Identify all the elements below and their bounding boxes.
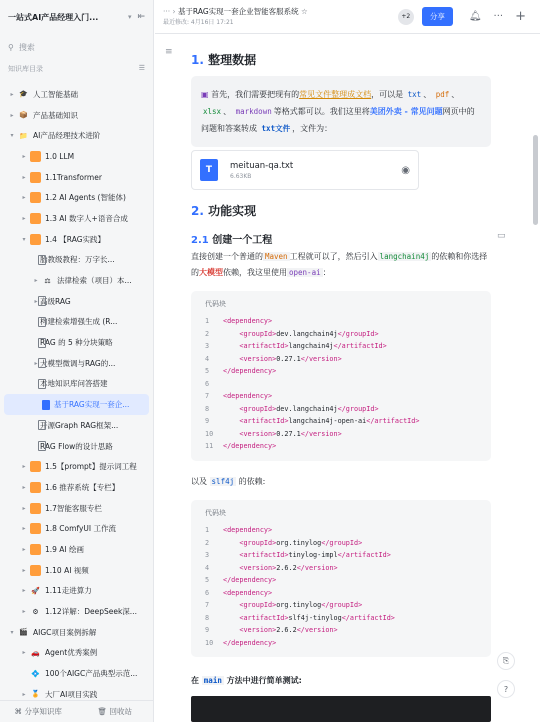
emoji-icon: 🏅 [31,690,40,699]
sidebar-item[interactable] [0,456,153,477]
code-line: 1 <dependency> [205,317,273,325]
sidebar-item-label: 本地知识库问答搭建 [40,379,108,389]
doc-icon [38,255,46,265]
expand-arrow-icon[interactable]: ▸ [22,587,26,595]
sidebar-item[interactable] [0,622,153,643]
expand-arrow-icon[interactable]: ▸ [22,194,26,202]
sidebar-item[interactable] [0,229,153,250]
folder-icon [30,192,41,203]
paragraph-slf4j: 以及 slf4j 的依赖: [191,477,266,486]
save-icon: ▣ [201,90,209,99]
expand-arrow-icon[interactable]: ▸ [10,111,14,119]
folder-icon [30,234,41,245]
doc-content [155,35,540,722]
expand-arrow-icon[interactable]: ▾ [10,628,14,636]
sidebar-item-label: 构建检索增强生成 (R... [40,317,118,327]
expand-arrow-icon[interactable]: ▸ [22,608,26,616]
code-line: 6 <dependency> [205,588,273,597]
folder-icon [30,482,41,493]
share-button[interactable]: 分享 [422,7,453,26]
doc-icon [38,338,46,348]
sidebar-item-label: RAG 的 5 种分块策略 [40,338,113,348]
copy-link-icon[interactable]: ⎘ [497,652,515,670]
last-modified: 最近修改: 4月16日 17:21 [163,18,234,26]
sidebar-item-label: AIGC项目案例拆解 [33,627,97,637]
paragraph-main-test: 在 main 方法中进行简单测试: [191,676,302,685]
heading-organize-data: 1. 整理数据 [191,53,257,67]
folder-icon [30,461,41,472]
sidebar-item[interactable] [0,270,153,291]
doc-icon [42,400,50,410]
folder-icon [30,503,41,514]
bell-icon[interactable]: 🔔︎ [468,11,482,22]
doc-icon [38,420,46,430]
sidebar-item-label: 1.10 AI 视频 [45,565,89,575]
expand-arrow-icon[interactable]: ▸ [10,90,14,98]
share-knowledge-base-button[interactable]: ⌘ 分享知识库 [14,707,62,716]
paragraph-create-project: 直接创建一个普通的 Maven 工程就可以了，然后引入 langchain4j 的依赖和你选择的大模型依赖，我这里使用 open-ai ： [191,252,488,277]
sidebar-item[interactable] [0,167,153,188]
comment-icon[interactable]: ▭ [497,231,506,241]
code-line: 8 <artifactId>slf4j-tinylog</artifactId> [205,613,395,622]
sidebar-item[interactable] [4,394,149,415]
expand-arrow-icon[interactable]: ▸ [22,463,26,471]
folder-icon [30,565,41,576]
scrollbar[interactable] [533,135,538,225]
folder-icon [30,172,41,183]
sidebar-item-label: 法律检索（项目）本... [57,276,132,286]
code-line: 2 <groupId>org.tinylog</groupId> [205,538,363,547]
emoji-icon: 📁 [19,131,28,140]
expand-arrow-icon[interactable]: ▾ [22,235,26,243]
sidebar-item[interactable] [0,663,153,684]
sidebar-item-label: RAG Flow的设计思路 [40,441,113,451]
doc-icon [38,296,46,306]
doc-breadcrumb-title[interactable]: 基于RAG实现一套企业智能客服系统 [177,6,299,16]
sidebar-item[interactable] [0,436,153,457]
emoji-icon: 📦 [19,111,28,120]
sidebar-item[interactable] [0,581,153,602]
sidebar-item-label: 大模型微调与RAG的... [40,358,116,368]
sidebar-item-label: 1.2 AI Agents (智能体) [45,193,126,203]
expand-arrow-icon[interactable]: ▸ [22,545,26,553]
sidebar-item-label: 1.11走进算力 [45,586,92,596]
add-icon[interactable]: + [515,9,526,24]
sidebar-item[interactable] [0,84,153,105]
sidebar-item-label: 1.8 ComfyUI 工作流 [45,524,116,534]
folder-icon [30,523,41,534]
sidebar-header [0,0,153,34]
folder-icon [30,544,41,555]
sidebar-item-label: 1.7智能客服专栏 [45,503,102,513]
expand-arrow-icon[interactable]: ▸ [22,525,26,533]
emoji-icon: 🎬 [19,628,28,637]
expand-arrow-icon[interactable]: ▸ [34,297,38,305]
sidebar-item-label: AI产品经理技术进阶 [33,131,101,141]
outline-icon[interactable]: ≡ [165,47,173,57]
topbar [155,0,540,34]
doc-tree [0,84,153,705]
sidebar-item[interactable] [0,415,153,436]
sidebar-item[interactable] [0,250,153,271]
sidebar-item-label: 1.12详解：DeepSeek深... [45,607,137,617]
expand-arrow-icon[interactable]: ▸ [22,173,26,181]
folder-icon [30,151,41,162]
expand-arrow-icon[interactable]: ▸ [22,152,26,160]
sidebar-item[interactable] [0,332,153,353]
code-line: 10 <version>0.27.1</version> [205,429,342,438]
sidebar-item[interactable] [0,601,153,622]
sidebar-item[interactable] [0,374,153,395]
sidebar-footer [0,700,153,722]
sidebar-item[interactable] [0,498,153,519]
code-line: 10 </dependency> [205,638,277,647]
collapse-sidebar-icon[interactable]: ⇤ [137,12,145,22]
tree-options-icon[interactable]: ☰ [138,64,145,72]
emoji-icon: ⚖ [44,276,51,285]
preview-eye-icon[interactable]: ◉ [401,164,410,176]
sidebar-item-label: 1.1Transformer [45,172,102,182]
trash-button[interactable]: 🗑 回收站 [97,707,132,716]
code-line: 1 <dependency> [205,526,273,534]
sidebar-item-label: 大厂AI项目实践 [45,689,98,699]
breadcrumb: ··· › 基于RAG实现一套企业智能客服系统 ☆ 最近修改: 4月16日 17:21 [163,6,398,28]
code-block-langchain[interactable]: 代码块 1 <dependency> 2 <groupId>dev.langchain4j</groupId> 3 <artifactId>langchain4j</artifactId> 4 <version>0.27.1</version> 5 </dependency> 6 7 <dependency> 8 <groupId>dev.langchain4j</groupId> 9 <artifactId>langchain4j-open-ai</artifactId> 10 <version>0.27.1</version> 11 </dependency> [191,291,491,461]
sidebar-item-label: 人工智能基础 [33,89,78,99]
code-line: 2 <groupId>dev.langchain4j</groupId> [205,329,379,338]
expand-arrow-icon[interactable]: ▸ [22,649,26,657]
sidebar-item[interactable] [0,105,153,126]
emoji-icon: 💠 [31,669,40,678]
code-line: 3 <artifactId>langchain4j</artifactId> [205,342,387,350]
expand-arrow-icon[interactable]: ▸ [22,214,26,222]
sidebar-item[interactable] [0,539,153,560]
more-options-icon[interactable]: ··· [493,11,504,22]
sidebar-item-label: 高级RAG [40,296,71,306]
sidebar-item-label: 1.4 【RAG实践】 [45,234,106,244]
star-icon[interactable]: ☆ [301,6,308,16]
emoji-icon: 🚀 [31,586,40,595]
code-line: 6 [205,379,210,388]
code-line: 7 <groupId>org.tinylog</groupId> [205,601,363,609]
expand-arrow-icon[interactable]: ▸ [22,504,26,512]
help-icon[interactable]: ? [497,680,515,698]
heading-create-project: 2.1 创建一个工程 [191,235,273,246]
sidebar-item[interactable] [0,146,153,167]
doc-icon [38,358,46,368]
code-line: 4 <version>2.6.2</version> [205,563,338,572]
heading-feature-impl: 2. 功能实现 [191,204,257,218]
sidebar-item-label: 基于RAG实现一套企... [54,400,130,410]
sidebar-item[interactable] [0,187,153,208]
doc-link[interactable]: 常见文件整理成文档 [299,90,372,99]
sidebar-item[interactable] [0,125,153,146]
code-line: 3 <artifactId>tinylog-impl</artifactId> [205,551,391,559]
code-line: 11 </dependency> [205,442,277,450]
search-input[interactable]: ⚲ 搜索 [8,42,35,52]
sidebar-item-label: 1.6 推荐系统【专栏】 [45,482,120,492]
sidebar-item-label: 1.5【prompt】提示词工程 [45,462,137,472]
sidebar-item[interactable] [0,518,153,539]
expand-arrow-icon[interactable]: ▸ [34,359,38,367]
sidebar-item[interactable] [0,291,153,312]
code-line: 5 </dependency> [205,576,277,584]
txt-file-icon: T [200,159,218,181]
sidebar-item[interactable] [0,312,153,333]
expand-arrow-icon[interactable]: ▾ [10,132,14,140]
doc-icon [38,441,46,451]
sidebar-item-label: 胎教级教程：万字长... [40,255,115,265]
more-icon[interactable]: ··· [163,6,171,16]
sidebar-item[interactable] [0,643,153,664]
knowledge-base-title[interactable]: 一站式AI产品经理入门... [8,12,99,22]
doc-icon [38,317,46,327]
sidebar-item[interactable] [0,477,153,498]
sidebar-item-label: Agent优秀案例 [45,648,98,658]
expand-arrow-icon[interactable]: ▸ [22,566,26,574]
sidebar-item-label: 1.3 AI 数字人+语音合成 [45,213,128,223]
code-line: 9 <version>2.6.2</version> [205,626,338,634]
sidebar-item[interactable] [0,560,153,581]
code-line: 9 <artifactId>langchain4j-open-ai</artifactId> [205,417,420,425]
doc-icon [38,379,46,389]
file-attachment[interactable]: T meituan-qa.txt 6.63KB ◉ [191,150,419,190]
sidebar-item[interactable] [0,208,153,229]
folder-icon [30,213,41,224]
sidebar-item-label: 产品基础知识 [33,110,78,120]
search-icon: ⚲ [8,42,14,52]
code-screenshot-image [191,696,491,722]
callout-block: ▣ 首先，我们需要把现有的常见文件整理成文档，可以是 txt 、 pdf 、 xlsx 、 markdown 等格式都可以。我们这里将美团外卖 - 常见问题网页中的问题和答案转成 txt文件 ，文件为： [191,76,491,147]
code-line: 7 <dependency> [205,392,273,400]
emoji-icon: 🚗 [31,648,40,657]
sidebar-item-label: 100个AIGC产品典型示范... [45,669,138,679]
sidebar-item[interactable] [0,353,153,374]
sidebar-item-label: 1.0 LLM [45,151,75,161]
sidebar-item-label: 开源Graph RAG框架... [40,420,119,430]
expand-arrow-icon[interactable]: ▸ [22,483,26,491]
emoji-icon: ⚙ [32,607,39,616]
code-line: 4 <version>0.27.1</version> [205,354,342,363]
emoji-icon: 🎓 [19,90,28,99]
tree-section-header: 知识库目录 ☰ [8,64,145,73]
expand-arrow-icon[interactable]: ▸ [34,277,38,285]
sidebar-item-label: 1.9 AI 绘画 [45,544,85,554]
expand-arrow-icon[interactable]: ▸ [22,690,26,698]
collaborator-badge[interactable]: +2 [398,9,414,25]
chevron-down-icon[interactable]: ▾ [127,13,132,21]
code-block-tinylog[interactable]: 代码块 1 <dependency> 2 <groupId>org.tinylog</groupId> 3 <artifactId>tinylog-impl</artifactId> 4 <version>2.6.2</version> 5 </dependency> 6 <dependency> 7 <groupId>org.tinylog</groupId> 8 <artifactId>slf4j-tinylog</artifactId> 9 <version>2.6.2</version> 10 </dependency> [191,500,491,657]
code-line: 8 <groupId>dev.langchain4j</groupId> [205,404,379,413]
sidebar [0,0,154,722]
code-line: 5 </dependency> [205,367,277,375]
